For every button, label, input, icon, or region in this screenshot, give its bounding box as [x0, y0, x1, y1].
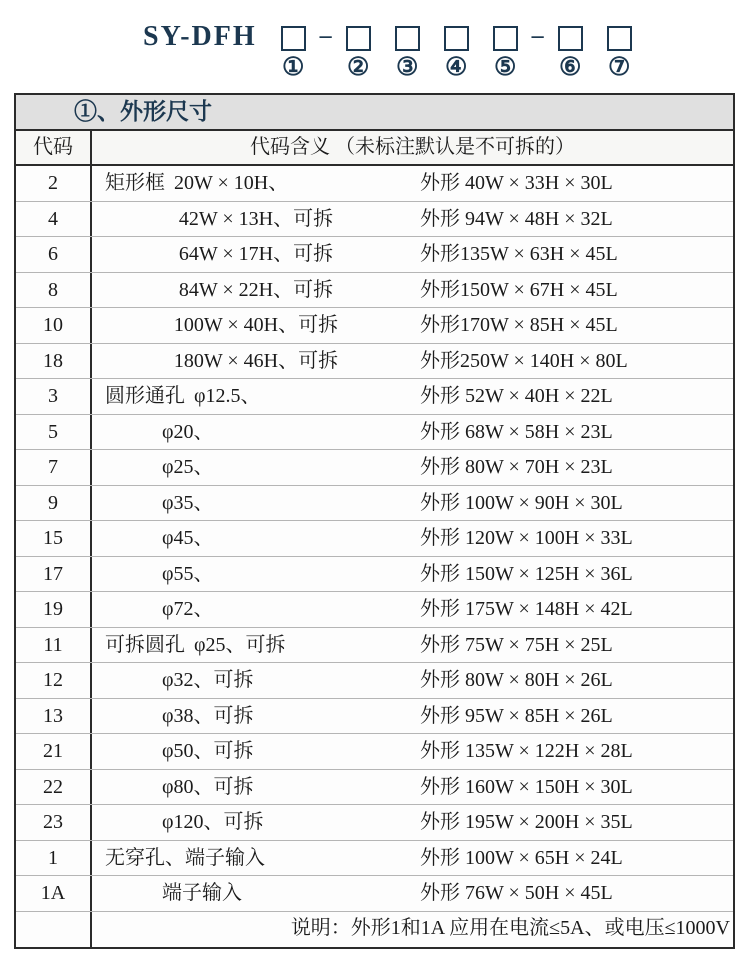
row-desc: [92, 308, 420, 343]
dash-separator: –: [319, 23, 332, 49]
row-outline: 外形 100W × 90H × 30L: [420, 491, 623, 514]
row-code: 2: [16, 166, 92, 201]
row-desc: [92, 237, 420, 272]
row-spec: 42W × 13H、可拆: [178, 207, 334, 230]
row-prefix: 可拆圆孔: [105, 633, 185, 656]
row-code: 17: [16, 557, 92, 592]
row-outline: 外形250W × 140H × 80L: [420, 349, 628, 372]
spec-table: [14, 93, 735, 949]
header-code: 代码: [16, 131, 92, 164]
row-code: 19: [16, 592, 92, 627]
table-row: [16, 237, 733, 273]
model-box-3: [383, 20, 432, 82]
row-desc: [92, 699, 420, 734]
table-row: [16, 450, 733, 486]
table-rows: [16, 166, 733, 912]
table-row: [16, 486, 733, 522]
row-desc: [92, 273, 420, 308]
row-code: 5: [16, 415, 92, 450]
code-box-icon: [395, 26, 420, 51]
row-outline: 外形 160W × 150H × 30L: [420, 775, 633, 798]
table-row: [16, 663, 733, 699]
position-number-6: ⑥: [558, 54, 582, 81]
table-row: [16, 876, 733, 912]
code-box-icon: [493, 26, 518, 51]
row-code: 21: [16, 734, 92, 769]
row-outline: 外形 80W × 80H × 26L: [420, 669, 613, 691]
row-desc: [92, 592, 420, 627]
row-outline: 外形150W × 67H × 45L: [420, 278, 618, 301]
table-row: [16, 344, 733, 380]
row-spec: 端子输入: [162, 882, 242, 904]
row-spec: φ45、: [162, 527, 214, 549]
table-row: [16, 592, 733, 628]
table-row: [16, 379, 733, 415]
row-spec: 180W × 46H、可拆: [173, 349, 339, 372]
row-outline: 外形 94W × 48H × 32L: [420, 207, 613, 230]
row-spec: 100W × 40H、可拆: [173, 314, 339, 336]
model-box-2: [334, 20, 383, 82]
row-desc: [92, 450, 420, 485]
model-box-5: [481, 20, 530, 82]
row-outline: 外形 175W × 148H × 42L: [420, 598, 633, 620]
row-spec: φ80、可拆: [162, 775, 254, 798]
row-desc: [92, 202, 420, 237]
row-code: 11: [16, 628, 92, 663]
code-box-icon: [281, 26, 306, 51]
row-code: 3: [16, 379, 92, 414]
row-outline: 外形 95W × 85H × 26L: [420, 704, 613, 727]
row-code: 22: [16, 770, 92, 805]
code-box-icon: [346, 26, 371, 51]
row-prefix: 无穿孔、端子输入: [105, 846, 265, 869]
row-spec: φ50、可拆: [162, 740, 254, 762]
row-outline: 外形170W × 85H × 45L: [420, 314, 618, 336]
row-code: 1A: [16, 876, 92, 911]
row-outline: 外形 75W × 75H × 25L: [420, 633, 613, 656]
table-row: [16, 628, 733, 664]
row-spec: 64W × 17H、可拆: [178, 243, 334, 265]
model-name: SY-DFH: [143, 21, 257, 52]
note-row: [16, 912, 733, 947]
row-spec: 20W × 10H、: [174, 172, 289, 194]
row-code: 9: [16, 486, 92, 521]
row-spec: φ25、可拆: [194, 633, 286, 656]
table-row: [16, 521, 733, 557]
row-code: 12: [16, 663, 92, 698]
row-outline: 外形 80W × 70H × 23L: [420, 456, 613, 478]
code-box-icon: [444, 26, 469, 51]
position-number-2: ②: [346, 54, 370, 81]
row-spec: φ25、: [162, 456, 214, 478]
row-desc: [92, 557, 420, 592]
row-desc: [92, 734, 420, 769]
row-spec: φ38、可拆: [162, 704, 254, 727]
table-row: [16, 734, 733, 770]
table-row: [16, 770, 733, 806]
row-outline: 外形 52W × 40H × 22L: [420, 385, 613, 407]
row-outline: 外形135W × 63H × 45L: [420, 243, 618, 265]
table-row: [16, 202, 733, 238]
row-spec: φ72、: [162, 598, 214, 620]
row-spec: φ20、: [162, 420, 214, 443]
table-row: [16, 557, 733, 593]
row-desc: [92, 628, 420, 663]
table-row: [16, 308, 733, 344]
model-box-4: [432, 20, 481, 82]
row-outline: 外形 68W × 58H × 23L: [420, 420, 613, 443]
position-number-1: ①: [281, 54, 305, 81]
row-code: 8: [16, 273, 92, 308]
header-meaning: 代码含义 （未标注默认是不可拆的）: [250, 136, 575, 158]
row-spec: 84W × 22H、可拆: [178, 278, 334, 301]
table-row: [16, 273, 733, 309]
row-code: 18: [16, 344, 92, 379]
row-desc: [92, 486, 420, 521]
row-code: 6: [16, 237, 92, 272]
row-desc: [92, 805, 420, 840]
row-code: 13: [16, 699, 92, 734]
row-prefix: 矩形框: [105, 172, 165, 194]
table-row: [16, 166, 733, 202]
row-outline: 外形 120W × 100H × 33L: [420, 527, 633, 549]
row-code: 7: [16, 450, 92, 485]
note-text: 说明：外形1和1A 应用在电流≤5A、或电压≤1000V: [290, 916, 730, 939]
code-box-icon: [558, 26, 583, 51]
row-outline: 外形 150W × 125H × 36L: [420, 562, 633, 585]
row-prefix: 圆形通孔: [105, 385, 185, 407]
row-spec: φ120、可拆: [162, 811, 264, 833]
row-spec: φ12.5、: [194, 385, 261, 407]
model-number-line: [143, 20, 750, 86]
row-code: 1: [16, 841, 92, 876]
row-desc: [92, 770, 420, 805]
table-row: [16, 415, 733, 451]
row-outline: 外形 76W × 50H × 45L: [420, 882, 613, 904]
position-number-7: ⑦: [607, 54, 631, 81]
position-number-5: ⑤: [493, 54, 517, 81]
row-outline: 外形 40W × 33H × 30L: [420, 172, 613, 194]
row-desc: [92, 876, 420, 911]
row-code: 10: [16, 308, 92, 343]
model-box-1: [269, 20, 318, 82]
position-number-4: ④: [444, 54, 468, 81]
row-desc: [92, 415, 420, 450]
row-spec: φ35、: [162, 491, 214, 514]
row-code: 23: [16, 805, 92, 840]
table-row: [16, 699, 733, 735]
row-code: 4: [16, 202, 92, 237]
table-row: [16, 841, 733, 877]
table-title: ①、外形尺寸: [16, 95, 733, 131]
row-spec: φ55、: [162, 562, 214, 585]
row-desc: [92, 663, 420, 698]
table-row: [16, 805, 733, 841]
row-desc: [92, 344, 420, 379]
row-outline: 外形 100W × 65H × 24L: [420, 846, 623, 869]
row-code: 15: [16, 521, 92, 556]
row-desc: [92, 166, 420, 201]
code-box-icon: [607, 26, 632, 51]
row-outline: 外形 195W × 200H × 35L: [420, 811, 633, 833]
row-desc: [92, 841, 420, 876]
row-desc: [92, 521, 420, 556]
table-header-row: [16, 131, 733, 166]
position-number-3: ③: [395, 54, 419, 81]
row-desc: [92, 379, 420, 414]
note-code-cell: [16, 912, 92, 947]
dash-separator: –: [531, 23, 544, 49]
row-outline: 外形 135W × 122H × 28L: [420, 740, 633, 762]
model-box-7: [595, 20, 644, 82]
model-box-6: [546, 20, 595, 82]
row-spec: φ32、可拆: [162, 669, 254, 691]
